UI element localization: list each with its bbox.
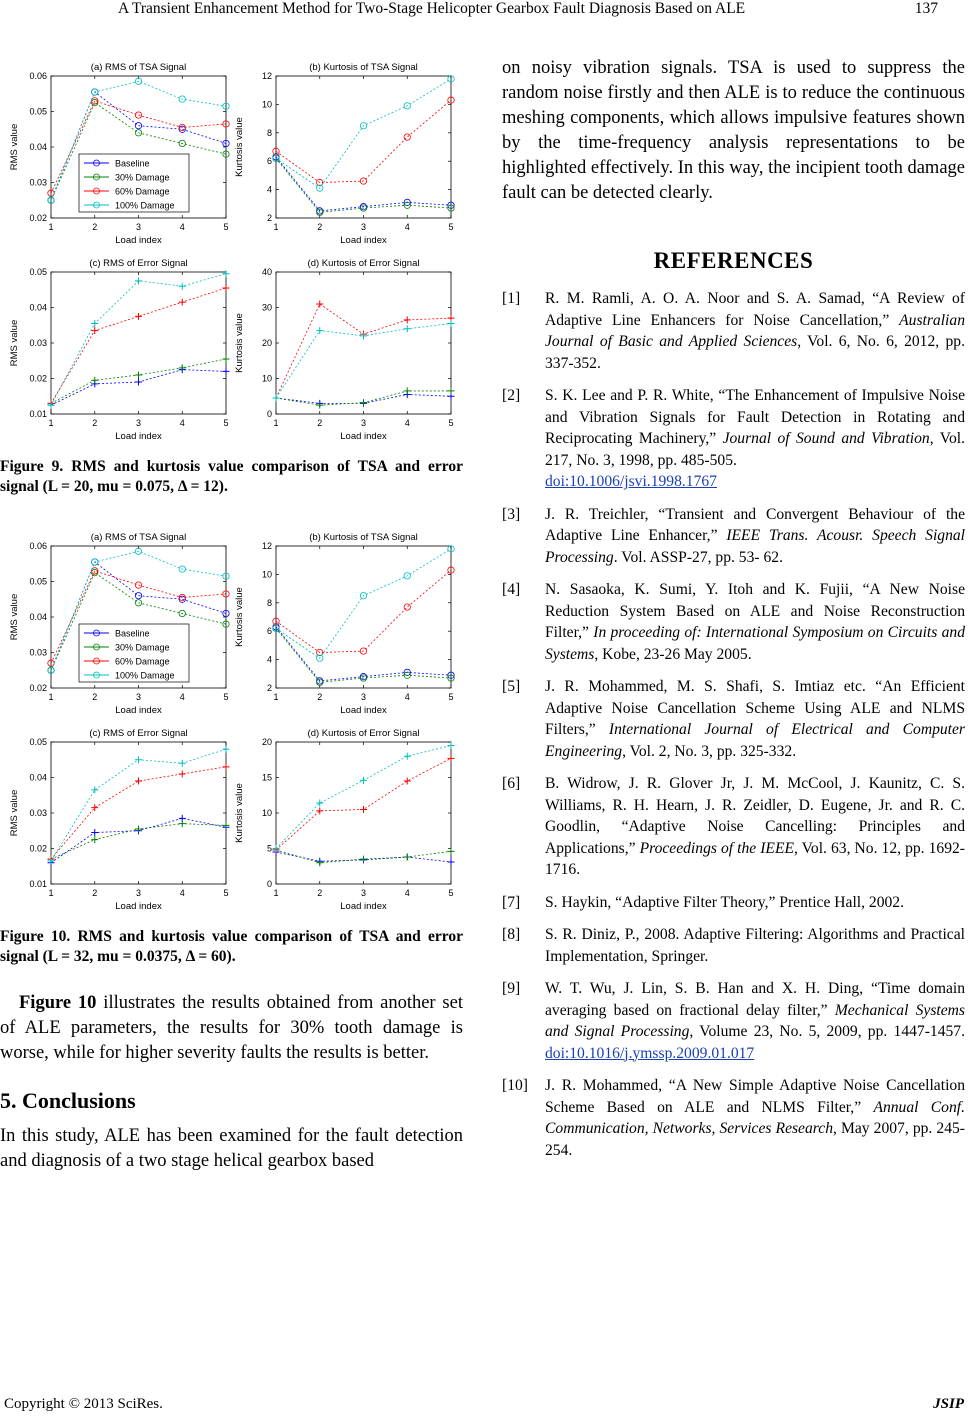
subplot-title: (d) Kurtosis of Error Signal [307,258,420,269]
reference-text: J. R. Mohammed, “A New Simple Adaptive Noise Cancellation Scheme Based on ALE and NLMS Filter,” [545,1077,965,1116]
subplot-title: (c) RMS of Error Signal [89,258,188,269]
reference-number: [5] [502,678,521,695]
y-tick-label: 0.04 [29,142,47,152]
x-tick-label: 1 [273,418,279,428]
reference-item [502,924,965,967]
legend-label: 100% Damage [115,670,175,681]
x-tick-label: 3 [360,418,367,428]
x-tick-label: 4 [179,888,185,898]
y-tick-label: 2 [266,213,272,223]
y-tick-label: 6 [266,156,272,167]
figure-10 [0,515,463,967]
x-tick-label: 2 [92,888,98,898]
legend-label: 100% Damage [115,200,175,211]
conclusions-heading: 5. Conclusions [0,1088,136,1113]
y-axis-label: RMS value [9,789,20,837]
x-tick-label: 2 [317,418,323,428]
x-axis-label: Load index [115,235,162,246]
reference-item [502,579,965,665]
reference-source: IEEE Trans. Acousr. Speech Signal Processing [545,527,966,566]
x-tick-label: 5 [448,692,454,702]
reference-number: [9] [502,980,521,997]
y-tick-label: 0.02 [29,843,47,854]
reference-number: [8] [502,926,521,943]
y-tick-label: 0.04 [29,612,47,622]
y-tick-label: 12 [261,541,272,551]
y-tick-label: 0.06 [29,71,47,81]
x-tick-label: 3 [135,692,142,702]
reference-number: [6] [502,775,521,792]
figure-10-text: illustrates the results obtained from another set of ALE parameters, the results for 30% tooth damage is worse, while for higher severity faults the results is better. [0,993,463,1063]
x-tick-label: 2 [92,222,98,232]
reference-text: B. Widrow, J. R. Glover Jr, J. M. McCool, J. Kaunitz, C. S. Williams, R. H. Hearn, J. R. Zeidler, D. Eugene, Jr. and R. C. Goodlin, “Adaptive Noise Cancelling: Principles and Applications,” [545,775,965,857]
reference-details: , Kobe, 23-26 May 2005. [594,645,752,663]
reference-text: S. K. Lee and P. R. White, “The Enhancement of Impulsive Noise and Vibration Signals for Fault Detection in Rotating and Reciprocating Machinery,” [545,387,965,447]
subplot [234,62,454,246]
y-tick-label: 40 [261,267,272,277]
y-tick-label: 0.05 [29,106,47,117]
reference-number: [3] [502,505,521,523]
x-tick-label: 1 [48,418,54,428]
x-tick-label: 1 [273,692,279,702]
x-tick-label: 4 [179,418,185,428]
page-header [0,0,968,24]
subplot-title: (c) RMS of Error Signal [89,728,188,739]
x-tick-label: 5 [223,692,229,702]
reference-details: . Vol. ASSP-27, pp. 53- 62. [613,548,783,566]
y-tick-label: 0.02 [29,683,47,693]
y-tick-label: 0.05 [29,267,47,277]
x-tick-label: 3 [360,888,367,898]
y-tick-label: 0.06 [29,541,47,551]
subplot [234,728,455,912]
journal-name: JSIP [933,1396,964,1412]
y-tick-label: 0.03 [29,177,47,188]
x-tick-label: 5 [448,222,454,232]
copyright-notice: Copyright © 2013 SciRes. [4,1396,163,1412]
reference-details: , May 2007, pp. 245-254. [545,1120,965,1159]
subplot-title: (d) Kurtosis of Error Signal [307,728,420,739]
y-tick-label: 10 [261,373,272,384]
y-tick-label: 0.04 [29,302,47,313]
y-tick-label: 0.03 [29,647,47,658]
reference-text: R. M. Ramli, A. O. A. Noor and S. A. Samad, “A Review of Adaptive Line Enhancers for Noise Cancellation,” [545,290,965,329]
x-tick-label: 1 [273,222,279,232]
x-tick-label: 3 [360,692,367,702]
y-tick-label: 0.05 [29,576,47,587]
x-tick-label: 4 [404,692,410,702]
legend-label: 60% Damage [115,656,170,667]
y-axis-label: RMS value [9,319,20,367]
reference-doi-link[interactable]: doi:10.1006/jsvi.1998.1767 [545,473,717,490]
y-tick-label: 0.04 [29,772,47,783]
y-tick-label: 0.03 [29,808,47,818]
subplot [234,258,455,442]
reference-text: S. R. Diniz, P., 2008. Adaptive Filtering: Algorithms and Practical Implementation, Springer. [545,926,965,965]
subplot-title: (a) RMS of TSA Signal [90,62,187,73]
plot-frame [276,272,451,414]
x-tick-label: 4 [404,418,410,428]
references-heading: REFERENCES [653,248,814,273]
reference-source: Annual Conf. Communication, Networks, Services Research [545,1098,966,1137]
x-axis-label: Load index [115,901,162,912]
y-axis-label: Kurtosis value [234,117,245,177]
x-tick-label: 2 [317,222,323,232]
reference-source: Mechanical Systems and Signal Processing [545,1001,965,1040]
subplot-title: (b) Kurtosis of TSA Signal [309,62,418,73]
left-column [0,45,463,1174]
y-axis-label: RMS value [9,593,20,641]
figure-10-plots [0,515,463,915]
x-tick-label: 2 [92,418,98,428]
x-tick-label: 3 [360,222,367,232]
reference-list [502,288,965,1161]
x-axis-label: Load index [340,901,387,912]
reference-item [502,288,965,374]
x-tick-label: 3 [135,888,142,898]
reference-number: [4] [502,581,521,598]
reference-text: S. Haykin, “Adaptive Filter Theory,” Prentice Hall, 2002. [545,893,905,911]
y-tick-label: 0.01 [29,409,47,419]
x-tick-label: 3 [135,222,142,232]
y-tick-label: 8 [266,597,272,608]
y-tick-label: 10 [261,99,272,110]
reference-item [502,892,965,914]
y-tick-label: 0.02 [29,373,47,384]
reference-text: J. R. Treichler, “Transient and Convergent Behaviour of the Adaptive Line Enhancer,” [545,505,965,544]
x-tick-label: 4 [179,222,185,232]
y-tick-label: 20 [261,737,272,747]
legend-label: 30% Damage [115,172,170,183]
figure-9-caption: Figure 9. RMS and kurtosis value comparison of TSA and error signal (L = 20, mu = 0.075, Δ = 12). [0,458,463,495]
plot-frame [51,742,226,884]
figure-10-paragraph [0,991,463,1066]
x-tick-label: 1 [273,888,279,898]
y-tick-label: 15 [261,772,272,783]
reference-item [502,385,965,493]
y-tick-label: 0 [266,879,272,889]
x-tick-label: 5 [223,222,229,232]
x-axis-label: Load index [115,431,162,442]
reference-item [502,676,965,762]
subplot [9,728,230,912]
subplot [9,258,230,442]
y-tick-label: 0.03 [29,338,47,348]
x-tick-label: 1 [48,692,54,702]
reference-details: , Volume 23, No. 5, 2009, pp. 1447-1457. [689,1023,965,1040]
y-axis-label: RMS value [9,123,20,171]
reference-text: J. R. Mohammed, M. S. Shafi, S. Imtiaz etc. “An Efficient Adaptive Noise Cancellation Scheme Using ALE and NLMS Filters,” [545,678,965,738]
y-tick-label: 6 [266,626,272,637]
reference-details: , Vol. 217, No. 3, 1998, pp. 485-505. [545,430,965,469]
x-tick-label: 1 [48,222,54,232]
x-tick-label: 5 [448,418,454,428]
subplot [9,62,229,246]
reference-text: W. T. Wu, J. Lin, S. B. Han and X. H. Ding, “Time domain averaging based on fractional delay filter,” [545,980,965,1019]
reference-number: [7] [502,893,521,911]
x-tick-label: 4 [404,222,410,232]
y-tick-label: 10 [261,569,272,580]
reference-details: , Vol. 6, No. 6, 2012, pp. 337-352. [545,333,965,372]
y-tick-label: 0 [266,409,272,419]
x-axis-label: Load index [340,705,387,716]
x-axis-label: Load index [115,705,162,716]
x-tick-label: 5 [223,418,229,428]
subplot-title: (a) RMS of TSA Signal [90,532,187,543]
reference-item [502,504,965,569]
y-axis-label: Kurtosis value [234,783,245,843]
reference-number: [1] [502,290,521,307]
y-axis-label: Kurtosis value [234,587,245,647]
x-axis-label: Load index [340,431,387,442]
x-tick-label: 4 [404,888,410,898]
x-tick-label: 2 [317,692,323,702]
x-tick-label: 2 [317,888,323,898]
x-tick-label: 2 [92,692,98,702]
reference-source: Proceedings of the IEEE [639,839,795,857]
figure-10-caption: Figure 10. RMS and kurtosis value comparison of TSA and error signal (L = 32, mu = 0.0375, Δ = 60). [0,928,463,965]
conclusions-paragraph-left: In this study, ALE has been examined for the fault detection and diagnosis of a two stage helical gearbox based [0,1126,463,1171]
page-number: 137 [914,0,938,17]
legend-label: Baseline [115,628,150,639]
figure-9 [0,45,463,497]
figure-10-ref: Figure 10 [19,993,97,1013]
x-tick-label: 5 [448,888,454,898]
x-tick-label: 4 [179,692,185,702]
y-tick-label: 20 [261,338,272,348]
plot-frame [276,546,451,688]
reference-item [502,1075,965,1161]
y-tick-label: 30 [261,302,272,313]
reference-item [502,773,965,881]
plot-frame [276,76,451,218]
reference-details: , Vol. 63, No. 12, pp. 1692-1716. [545,839,965,878]
reference-number: [2] [502,387,521,404]
y-tick-label: 4 [266,654,272,665]
reference-doi-link[interactable]: doi:10.1016/j.ymssp.2009.01.017 [545,1044,755,1062]
y-tick-label: 2 [266,683,272,693]
conclusions-paragraph-right: on noisy vibration signals. TSA is used to suppress the random noise firstly and then ALE is to reduce the continuous meshing components, which allows impulsive features shown by the time-frequency analysis representations to be highlighted effectively. In this way, the incipient tooth damage fault can be detected clearly. [502,58,965,203]
y-tick-label: 4 [266,184,272,195]
subplot [234,532,454,716]
reference-text: N. Sasaoka, K. Sumi, Y. Itoh and K. Fujii, “A New Noise Reduction System Based on ALE and Noise Reconstruction Filter,” [545,581,965,641]
subplot [9,532,229,716]
y-axis-label: Kurtosis value [234,313,245,373]
subplot-title: (b) Kurtosis of TSA Signal [309,532,418,543]
y-tick-label: 0.05 [29,737,47,747]
y-tick-label: 10 [261,808,272,818]
y-tick-label: 0.01 [29,879,47,889]
y-tick-label: 8 [266,127,272,138]
reference-source: In proceeding of: International Symposium on Circuits and Systems [545,624,965,663]
legend-label: 60% Damage [115,186,170,197]
figure-9-plots [0,45,463,445]
running-title: A Transient Enhancement Method for Two-Stage Helicopter Gearbox Fault Diagnosis Based on ALE [118,0,746,17]
y-tick-label: 5 [266,843,272,854]
legend-label: 30% Damage [115,642,170,653]
y-tick-label: 0.02 [29,213,47,223]
reference-number: [10] [502,1077,528,1094]
y-tick-label: 12 [261,71,272,81]
right-column [502,56,965,1172]
reference-source: Australian Journal of Basic and Applied Sciences [545,311,965,350]
reference-source: Journal of Sound and Vibration [722,430,930,447]
reference-item [502,978,965,1064]
x-tick-label: 5 [223,888,229,898]
reference-source: International Journal of Electrical and Computer Engineering [545,721,965,760]
x-tick-label: 3 [135,418,142,428]
x-tick-label: 1 [48,888,54,898]
x-axis-label: Load index [340,235,387,246]
legend-label: Baseline [115,158,150,169]
reference-details: , Vol. 2, No. 3, pp. 325-332. [622,742,797,760]
